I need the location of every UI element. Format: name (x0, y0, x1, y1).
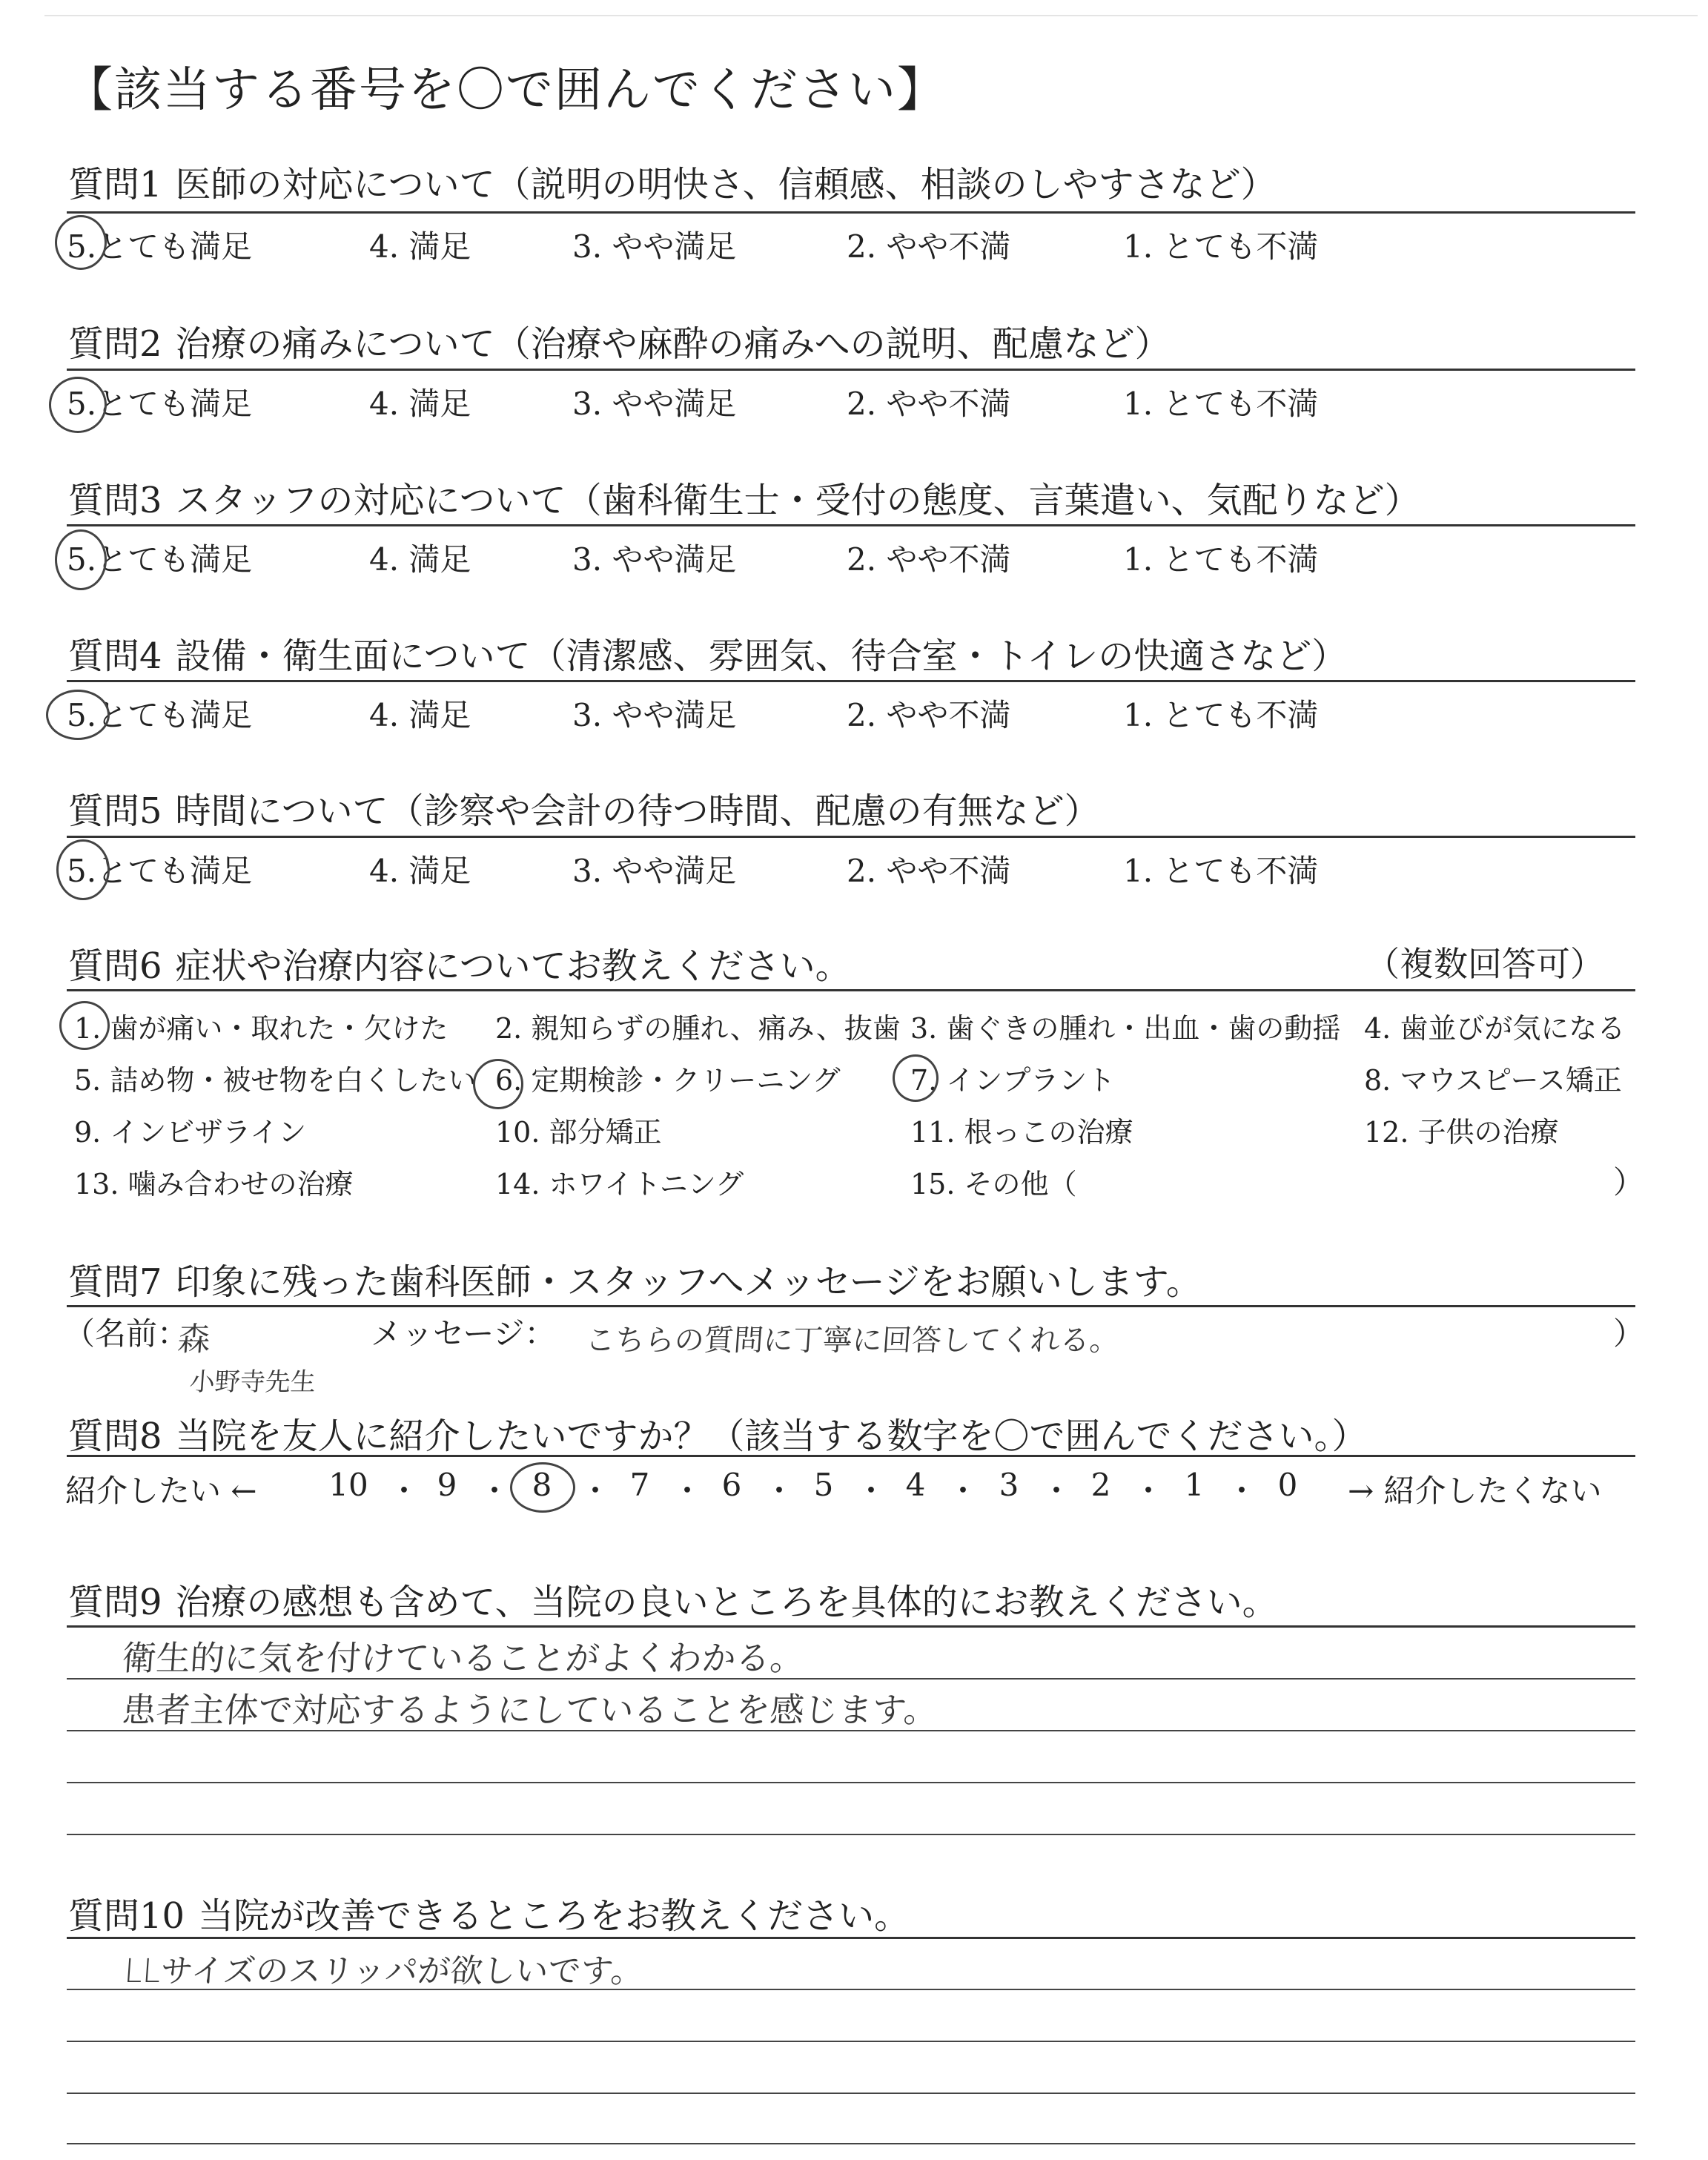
scale-10[interactable]: 10 (328, 1467, 368, 1503)
scale-1[interactable]: 1 (1184, 1467, 1205, 1503)
scale-dot: ・ (764, 1473, 795, 1509)
divider (67, 1455, 1635, 1457)
q6-option-2[interactable]: 2. 親知らずの腫れ、痛み、抜歯 (495, 1012, 901, 1045)
question-number: 質問1 (68, 164, 162, 205)
question-text: 症状や治療内容についてお教えください。 (175, 945, 851, 987)
scale-7[interactable]: 7 (629, 1467, 650, 1503)
question-9-heading (68, 1573, 1278, 1625)
scale-dot: ・ (1226, 1473, 1258, 1509)
message-label: メッセージ： (371, 1315, 556, 1352)
divider (67, 1625, 1635, 1628)
q6-option-10[interactable]: 10. 部分矯正 (495, 1116, 662, 1149)
q2-option-5[interactable]: 5.とても満足 (67, 386, 253, 422)
scale-6[interactable]: 6 (721, 1467, 742, 1503)
question-text: 治療の痛みについて（治療や麻酔の痛みへの説明、配慮など） (175, 323, 1171, 365)
scale-dot: ・ (479, 1473, 511, 1509)
q4-option-4[interactable]: 4. 満足 (369, 697, 471, 733)
question-5-heading (68, 782, 1100, 833)
q6-option-4[interactable]: 4. 歯並びが気になる (1364, 1012, 1626, 1045)
q3-option-1[interactable]: 1. とても不満 (1123, 541, 1319, 578)
q1-option-4[interactable]: 4. 満足 (369, 228, 471, 265)
divider (67, 369, 1635, 371)
divider (67, 989, 1635, 991)
multiple-answers-note: （複数回答可） (1366, 944, 1604, 984)
q3-option-3[interactable]: 3. やや満足 (572, 541, 737, 578)
question-1-heading (68, 156, 1277, 207)
q6-option-6[interactable]: 6. 定期検診・クリーニング (495, 1064, 841, 1097)
q4-selection-circle (46, 690, 110, 740)
question-text: スタッフの対応について（歯科衛生士・受付の態度、言葉遣い、気配りなど） (175, 480, 1420, 521)
scale-0[interactable]: 0 (1277, 1467, 1298, 1503)
scale-5[interactable]: 5 (813, 1467, 834, 1503)
handwritten-name: 森 (176, 1321, 212, 1358)
q2-option-1[interactable]: 1. とても不満 (1123, 386, 1319, 422)
scale-dot: ・ (1041, 1473, 1073, 1509)
q5-option-4[interactable]: 4. 満足 (369, 853, 471, 889)
question-number: 質問9 (68, 1582, 162, 1623)
question-number: 質問5 (68, 790, 162, 832)
q6-option-12[interactable]: 12. 子供の治療 (1364, 1116, 1559, 1149)
q2-option-3[interactable]: 3. やや満足 (572, 386, 737, 422)
q5-selection-circle (56, 839, 110, 900)
form-title: 【該当する番号を〇で囲んでください】 (65, 63, 946, 118)
divider (67, 211, 1635, 214)
question-text: 当院が改善できるところをお教えください。 (198, 1895, 910, 1937)
q1-option-1[interactable]: 1. とても不満 (1123, 228, 1319, 265)
q4-option-5[interactable]: 5.とても満足 (67, 697, 253, 733)
question-text: 当院を友人に紹介したいですか？（該当する数字を〇で囲んでください。） (175, 1416, 1368, 1457)
handwritten-message: こちらの質問に丁寧に回答してくれる。 (584, 1324, 1121, 1358)
q1-selection-circle (55, 215, 107, 270)
question-3-heading (68, 472, 1420, 523)
q6-option-14[interactable]: 14. ホワイトニング (495, 1168, 744, 1200)
scale-dot: ・ (947, 1473, 979, 1509)
scale-right-label: → 紹介したくない (1348, 1473, 1602, 1509)
q6-option-13[interactable]: 13. 噛み合わせの治療 (74, 1168, 354, 1200)
q6-option-11[interactable]: 11. 根っこの治療 (910, 1116, 1133, 1149)
question-7-heading (68, 1253, 1202, 1304)
scale-dot: ・ (388, 1473, 420, 1509)
question-number: 質問8 (68, 1416, 162, 1457)
q6-other-close-paren: ） (1613, 1164, 1645, 1200)
q6-selection-circle-1 (59, 1001, 110, 1050)
q6-option-5[interactable]: 5. 詰め物・被せ物を白くしたい (74, 1064, 477, 1097)
q6-option-15[interactable]: 15. その他（ (910, 1168, 1077, 1200)
q2-selection-circle (49, 377, 107, 433)
writing-line (67, 2041, 1635, 2042)
question-number: 質問2 (68, 323, 162, 365)
q1-option-2[interactable]: 2. やや不満 (847, 228, 1011, 265)
divider (67, 1937, 1635, 1939)
q10-answer-line-1: LLサイズのスリッパが欲しいです。 (122, 1952, 645, 1990)
q6-option-1[interactable]: 1. 歯が痛い・取れた・欠けた (74, 1012, 448, 1045)
q2-option-4[interactable]: 4. 満足 (369, 386, 471, 422)
writing-line (67, 2093, 1635, 2094)
question-text: 治療の感想も含めて、当院の良いところを具体的にお教えください。 (175, 1582, 1278, 1623)
q6-selection-circle-7 (893, 1054, 939, 1102)
divider (67, 524, 1635, 526)
q2-option-2[interactable]: 2. やや不満 (847, 386, 1011, 422)
scale-3[interactable]: 3 (999, 1467, 1019, 1503)
q5-option-5[interactable]: 5.とても満足 (67, 853, 253, 889)
writing-line (67, 1730, 1635, 1731)
writing-line (67, 1834, 1635, 1835)
scale-4[interactable]: 4 (905, 1467, 926, 1503)
question-8-heading (68, 1407, 1368, 1459)
q6-option-8[interactable]: 8. マウスピース矯正 (1364, 1064, 1622, 1097)
q7-close-paren: ） (1613, 1315, 1645, 1352)
question-number: 質問10 (68, 1895, 185, 1937)
question-number: 質問3 (68, 480, 162, 521)
question-text: 印象に残った歯科医師・スタッフへメッセージをお願いします。 (175, 1261, 1202, 1303)
question-6-heading (68, 937, 851, 988)
question-number: 質問7 (68, 1261, 162, 1303)
writing-line (67, 1782, 1635, 1783)
writing-line (67, 2143, 1635, 2144)
divider (67, 680, 1635, 682)
question-2-heading (68, 315, 1171, 366)
question-number: 質問6 (68, 945, 162, 987)
q1-option-5[interactable]: 5.とても満足 (67, 228, 253, 265)
q5-option-1[interactable]: 1. とても不満 (1123, 853, 1319, 889)
scale-dot: ・ (580, 1473, 612, 1509)
q4-option-1[interactable]: 1. とても不満 (1123, 697, 1319, 733)
scale-left-label: 紹介したい ← (65, 1473, 257, 1509)
divider (67, 836, 1635, 838)
scale-8[interactable]: 8 (532, 1467, 552, 1503)
q9-answer-line-2: 患者主体で対応するようにしていることを感じます。 (120, 1690, 940, 1730)
handwritten-name-2: 小野寺先生 (188, 1367, 317, 1397)
divider (67, 1305, 1635, 1307)
scale-dot: ・ (855, 1473, 887, 1509)
name-label: （名前： (64, 1315, 189, 1352)
writing-line (67, 1678, 1635, 1680)
q4-option-2[interactable]: 2. やや不満 (847, 697, 1011, 733)
question-text: 設備・衛生面について（清潔感、雰囲気、待合室・トイレの快適さなど） (175, 635, 1348, 677)
q6-selection-circle-6 (473, 1059, 523, 1109)
q3-option-2[interactable]: 2. やや不満 (847, 541, 1011, 578)
question-text: 医師の対応について（説明の明快さ、信頼感、相談のしやすさなど） (175, 164, 1277, 205)
q5-option-2[interactable]: 2. やや不満 (847, 853, 1011, 889)
q6-option-9[interactable]: 9. インビザライン (74, 1116, 307, 1149)
question-number: 質問4 (68, 635, 162, 677)
top-divider (44, 15, 1698, 16)
writing-line (67, 1989, 1635, 1990)
question-4-heading (68, 627, 1347, 678)
scale-2[interactable]: 2 (1090, 1467, 1111, 1503)
q3-selection-circle (55, 529, 107, 590)
q3-option-5[interactable]: 5.とても満足 (67, 541, 253, 578)
q9-answer-line-1: 衛生的に気を付けていることがよくわかる。 (120, 1638, 806, 1678)
q1-option-3[interactable]: 3. やや満足 (572, 228, 737, 265)
q6-option-7[interactable]: 7. インプラント (910, 1064, 1116, 1097)
question-10-heading (68, 1887, 910, 1938)
question-text: 時間について（診察や会計の待つ時間、配慮の有無など） (175, 790, 1100, 832)
q3-option-4[interactable]: 4. 満足 (369, 541, 471, 578)
scale-dot: ・ (672, 1473, 704, 1509)
q8-selection-circle (510, 1462, 575, 1513)
scale-dot: ・ (1133, 1473, 1165, 1509)
q4-option-3[interactable]: 3. やや満足 (572, 697, 737, 733)
q5-option-3[interactable]: 3. やや満足 (572, 853, 737, 889)
q6-option-3[interactable]: 3. 歯ぐきの腫れ・出血・歯の動揺 (910, 1012, 1341, 1045)
scale-9[interactable]: 9 (437, 1467, 457, 1503)
